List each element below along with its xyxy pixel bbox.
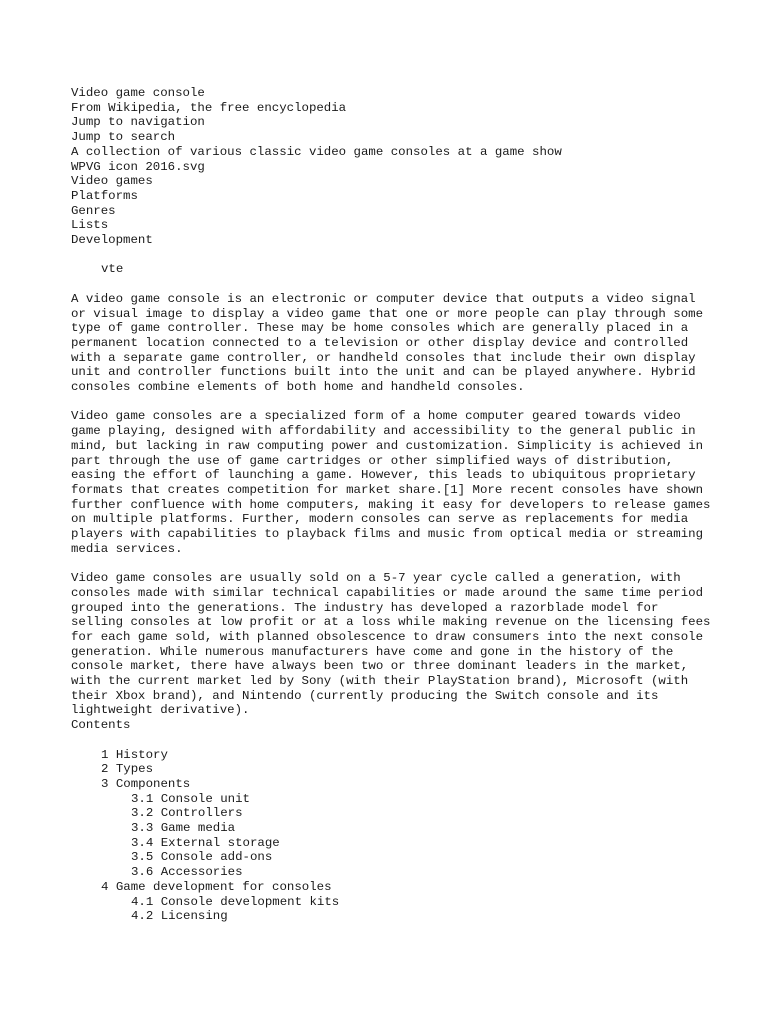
toc-item-types[interactable]: 2 Types [101,762,154,777]
spacer [71,277,711,292]
sidebar-item-platforms[interactable]: Platforms [71,188,138,203]
toc-item-game-media[interactable]: 3.3 Game media [131,821,236,836]
page-title: Video game console [71,86,205,100]
sidebar-item-video-games[interactable]: Video games [71,174,153,189]
tagline: From Wikipedia, the free encyclopedia [71,100,347,115]
sidebar-item-lists[interactable]: Lists [71,218,109,233]
toc-item-accessories[interactable]: 3.6 Accessories [131,865,243,880]
document-page [71,86,711,924]
image-caption: A collection of various classic video game consoles at a game show [71,144,562,159]
intro-paragraph-1: A video game console is an electronic or computer device that outputs a video signal or visual image to display a video game that one or more people can play through some type of game controller. These may be home consoles which are generally placed in a permanent location connected to a television or other display device and controlled with a separate game controller, or handheld consoles that include their own display unit and controller functions built into the unit and can be played anywhere. Hybrid consoles combine elements of both home and handheld consoles. [71,291,704,395]
sidebar-item-development[interactable]: Development [71,233,153,248]
table-of-contents [71,748,711,924]
contents-heading: Contents [71,718,131,733]
toc-item-game-development[interactable]: 4 Game development for consoles [101,879,332,894]
toc-item-console-add-ons[interactable]: 3.5 Console add-ons [131,850,273,865]
icon-file-label: WPVG icon 2016.svg [71,159,205,174]
jump-to-search-link[interactable]: Jump to search [71,130,176,145]
spacer [71,733,711,748]
jump-to-navigation-link[interactable]: Jump to navigation [71,115,205,130]
toc-item-console-unit[interactable]: 3.1 Console unit [131,791,250,806]
toc-item-components[interactable]: 3 Components [101,776,191,791]
toc-item-history[interactable]: 1 History [101,747,168,762]
intro-paragraph-2: Video game consoles are a specialized form of a home computer geared towards video game playing, designed with affordability and accessibility to the general public in mind, but lacking in raw computing power and customization. Simplicity is achieved in part through the use of game cartridges or other simplified ways of distribution, easing the effort of launching a game. However, this leads to ubiquitous proprietary formats that creates competition for market share.[1] More recent consoles have shown further confluence with home computers, making it easy for developers to release games on multiple platforms. Further, modern consoles can serve as replacements for media players with capabilities to playback films and music from optical media or streaming media services. [71,409,711,556]
spacer [71,248,711,263]
spacer [71,556,711,571]
intro-paragraph-3: Video game consoles are usually sold on a 5-7 year cycle called a generation, with consoles made with similar technical capabilities or made around the same time period grouped into the generations. The industry has developed a razorblade model for selling consoles at low profit or at a loss while making revenue on the licensing fees for each game sold, with planned obsolescence to draw consumers into the next console generation. While numerous manufacturers have come and gone in the history of the console market, there have always been two or three dominant leaders in the market, with the current market led by Sony (with their PlayStation brand), Microsoft (with their Xbox brand), and Nintendo (currently producing the Switch console and its lightweight derivative). [71,571,711,718]
toc-item-licensing[interactable]: 4.2 Licensing [131,909,228,924]
toc-item-controllers[interactable]: 3.2 Controllers [131,806,243,821]
toc-item-external-storage[interactable]: 3.4 External storage [131,835,280,850]
sidebar-item-genres[interactable]: Genres [71,203,116,218]
toc-item-dev-kits[interactable]: 4.1 Console development kits [131,894,340,909]
vte-link[interactable]: vte [101,262,124,277]
spacer [71,395,711,410]
sidebar-nav [71,174,711,248]
